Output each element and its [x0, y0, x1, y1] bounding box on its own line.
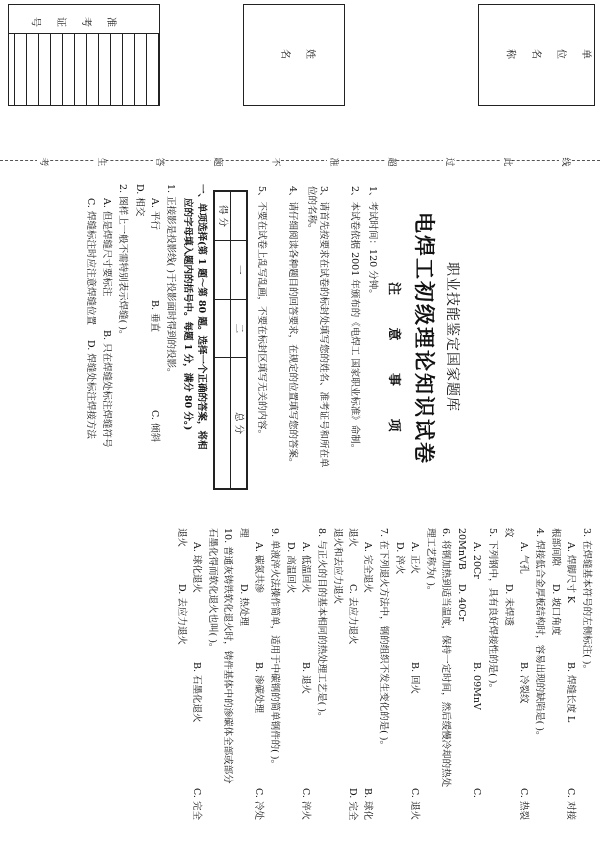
score-header: 总 分: [231, 358, 248, 489]
section1-heading-line2: 应的字母填入题内的括号中。每题 1 分，满分 80 分。): [182, 198, 193, 431]
cut-word: 准: [327, 155, 338, 169]
q10-cont: 退火: [176, 528, 187, 548]
q6-option-d[interactable]: D. 淬火: [394, 542, 405, 575]
q5-option-d[interactable]: D. 40Cr: [456, 584, 467, 622]
q9-option-b[interactable]: B. 渗碳处理: [253, 662, 264, 714]
q4-option-a[interactable]: A. 气孔: [518, 542, 529, 574]
q1-stem: 1. 正接影是投影线( )于投影面时得到的投影。: [165, 184, 176, 378]
exam-id-label: 准 考 证 号: [25, 14, 117, 26]
q5-option-c[interactable]: C.: [471, 788, 482, 798]
score-header: 二: [231, 299, 248, 358]
cut-word: 超: [385, 155, 396, 169]
q7-option-c[interactable]: C. 去应力退火: [347, 584, 358, 645]
q4-stem: 4. 焊接低合金厚板结构时，容易出现的缺陷是( )。: [534, 528, 545, 741]
notice-item: 1、考试时间：120 分钟。: [367, 186, 378, 299]
q10-stem: 10. 普通灰铸铁软化退火时，铸件基体中的渗碳体全部或部分: [222, 528, 233, 784]
score-cell[interactable]: [214, 241, 231, 300]
section1-heading-line1: 一、单项选择(第 1 题～第 80 题。选择一个正确的答案，将相: [196, 184, 207, 450]
exam-id-box[interactable]: [8, 4, 160, 106]
q2-option-a[interactable]: A. 但是焊缝尺寸要标注: [101, 198, 112, 297]
q6-option-a[interactable]: A. 正火: [409, 542, 420, 574]
exam-title: 电焊工初级理论知识试卷: [412, 212, 437, 465]
score-cell[interactable]: [214, 358, 231, 489]
q3-cont: 根部间隙: [550, 528, 561, 567]
notice-item: 2、本试卷依据 2001 年颁布的《电焊工 国家职业标准》命制。: [349, 186, 360, 454]
q10-option-b[interactable]: B. 石墨化退火: [191, 662, 202, 723]
q2-option-b[interactable]: B. 只在焊缝处标注焊缝符号: [101, 330, 112, 448]
q3-option-c[interactable]: C. 对接: [565, 788, 576, 820]
exam-id-grid: [9, 33, 159, 106]
q1-option-d[interactable]: D. 相交: [134, 184, 145, 217]
q4-option-b[interactable]: B. 冷裂纹: [518, 662, 529, 704]
q6-option-c[interactable]: C. 退火: [409, 788, 420, 820]
q7-option-b[interactable]: B. 球化: [362, 788, 373, 821]
q10-stem-cont: 石墨化得而软化退火也叫( )。: [207, 528, 218, 653]
unit-name-label: 单 位 名 称: [500, 46, 592, 58]
q7-option-a[interactable]: A. 完全退火: [362, 542, 373, 593]
q2-option-d[interactable]: D. 焊缝处标注焊接方法: [85, 340, 96, 439]
q3-option-a[interactable]: A. 焊脚尺寸 K: [565, 542, 576, 604]
exam-subtitle: 职业技能鉴定国家题库: [444, 262, 460, 412]
cut-word: 考: [37, 155, 48, 169]
q7-stem: 7. 在下列退火方法中，钢的组织不发生变化的是( )。: [378, 528, 389, 751]
q9-cont: 理: [238, 528, 249, 538]
q5-option-b[interactable]: B. 09MnV: [471, 662, 482, 710]
q7-cont: 退火: [347, 528, 358, 548]
q10-option-c[interactable]: C. 完全: [191, 788, 202, 820]
q4-option-d[interactable]: D. 未焊透: [503, 584, 514, 626]
score-header: 一: [231, 241, 248, 300]
score-header-row: [231, 191, 248, 489]
q5-stem: 5. 下列钢中，具有良好焊接性的是( )。: [487, 528, 498, 694]
cut-word: 生: [95, 155, 106, 169]
name-label: 姓 名: [274, 46, 316, 58]
cut-word: 此: [501, 155, 512, 169]
notice-item: 5、不要在试卷上乱写乱画，不要在标封区填写无关的内容。: [256, 186, 267, 440]
q10-option-a[interactable]: A. 球化退火: [191, 542, 202, 593]
score-cell[interactable]: [214, 299, 231, 358]
q3-option-b[interactable]: B. 焊缝长度 L: [565, 662, 576, 723]
q6-option-b[interactable]: B. 回火: [409, 662, 420, 695]
score-row: [214, 191, 231, 489]
q8-option-b[interactable]: B. 退火: [300, 662, 311, 695]
q7-cont2: 退火和去应力退火: [332, 528, 343, 605]
unit-name-box[interactable]: [478, 4, 595, 106]
q4-option-c[interactable]: C. 热裂: [518, 788, 529, 820]
notice-item: 4、请仔细阅读各种题目的回答要求，在规定的位置填写您的答案。: [287, 186, 298, 468]
notice-heading: 注 意 事 项: [386, 282, 401, 446]
cut-word: 过: [443, 155, 454, 169]
q6-stem: 6. 将钢加热到适当温度，保持一定时间，然后缓慢冷却的热处: [440, 528, 451, 788]
q8-option-d[interactable]: D. 高温回火: [285, 542, 296, 594]
cut-word: 答: [153, 155, 164, 169]
q6-stem-cont: 理工艺称为( )。: [425, 528, 436, 596]
q8-option-a[interactable]: A. 低温回火: [300, 542, 311, 593]
notice-item: 3、请首先按要求在试卷的标封处填写您的姓名、准考证号和所在单位的名称。: [306, 186, 329, 468]
q8-stem: 8. 与正火的目的基本相同的热处理工艺是( )。: [316, 528, 327, 722]
q8-option-c[interactable]: C. 淬火: [300, 788, 311, 820]
score-table: [213, 190, 248, 490]
score-header: [231, 191, 248, 241]
q3-stem: 3. 在焊缝基本符号的左侧标注( )。: [581, 528, 592, 675]
q5-option-a[interactable]: A. 20Cr: [471, 542, 482, 579]
score-row-label: 得 分: [214, 191, 231, 241]
q9-stem: 9. 单液淬火法操作简单，适用于中碳钢的简单钢件的( )。: [269, 528, 280, 770]
q10-option-d[interactable]: D. 去应力退火: [176, 584, 187, 645]
q2-option-c[interactable]: C. 焊缝标注时应注意焊缝位置: [85, 198, 96, 325]
q9-option-d[interactable]: D. 热处理: [238, 584, 249, 626]
q2-stem: 2. 图样上一般不需特别表示焊缝( )。: [117, 184, 128, 340]
cut-word: 题: [211, 155, 222, 169]
q7-option-d[interactable]: D. 完全: [347, 788, 358, 821]
cut-word: 线: [559, 155, 570, 169]
cut-word: 不: [269, 155, 280, 169]
q9-option-c[interactable]: C. 冷处: [253, 788, 264, 820]
q3-option-d[interactable]: D. 坡口角度: [550, 584, 561, 636]
name-box[interactable]: [243, 4, 345, 106]
q5-cont: 20MnVB: [456, 528, 467, 570]
q1-option-c[interactable]: C. 倾斜: [149, 410, 160, 442]
q1-option-a[interactable]: A. 平行: [149, 198, 160, 230]
q9-option-a[interactable]: A. 碳氮共渗: [253, 542, 264, 593]
q1-option-b[interactable]: B. 垂直: [149, 300, 160, 333]
q4-cont: 纹: [503, 528, 514, 538]
